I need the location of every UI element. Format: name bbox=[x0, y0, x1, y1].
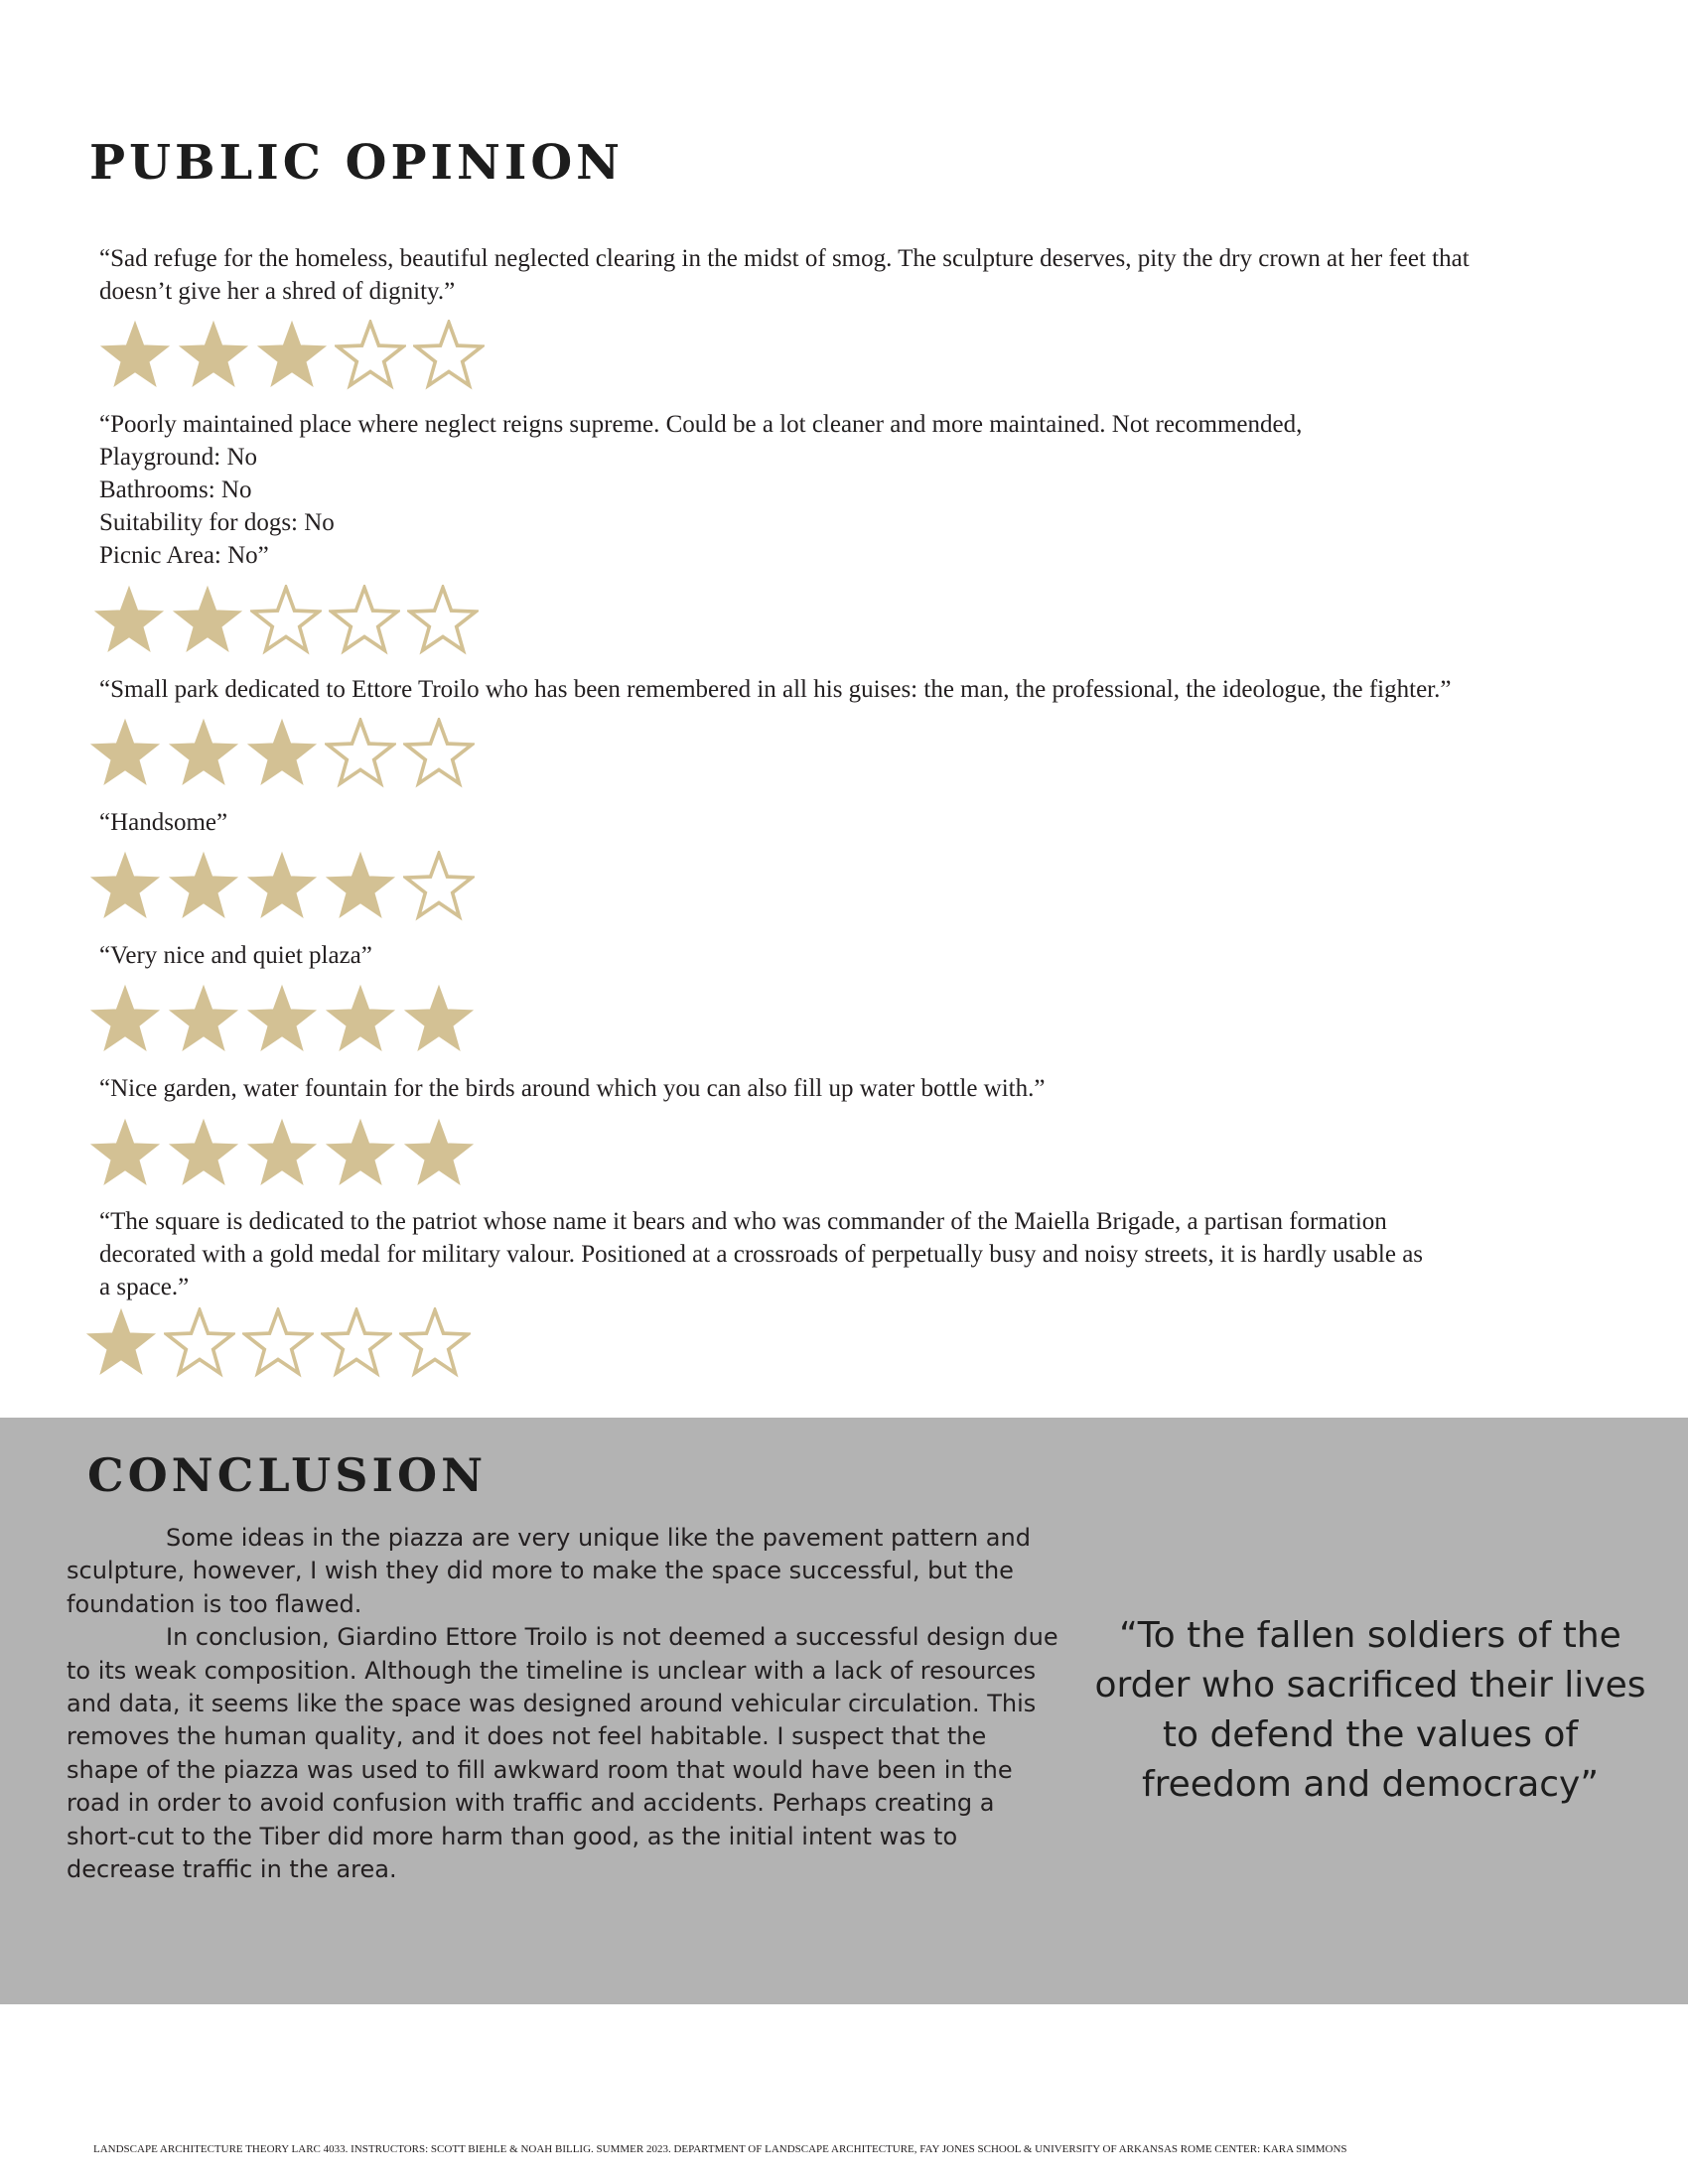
review-item bbox=[99, 1205, 1609, 1303]
star-outline-icon bbox=[325, 718, 396, 789]
star-filled-icon bbox=[246, 718, 318, 789]
star-rating bbox=[89, 984, 482, 1055]
review-item bbox=[99, 242, 1609, 308]
star-filled-icon bbox=[246, 984, 318, 1055]
review-item bbox=[99, 806, 1609, 839]
star-rating bbox=[93, 585, 486, 656]
star-outline-icon bbox=[413, 320, 485, 391]
star-rating bbox=[99, 320, 492, 391]
star-filled-icon bbox=[403, 1118, 475, 1189]
star-filled-icon bbox=[168, 1118, 239, 1189]
conclusion-paragraph: Some ideas in the piazza are very unique like the pavement pattern and sculpture, however, I wish they did more to make the space successful, but the foundation is too flawed. bbox=[67, 1524, 1031, 1618]
star-filled-icon bbox=[246, 851, 318, 922]
conclusion-panel bbox=[0, 1418, 1688, 2004]
review-quote: “Poorly maintained place where neglect reigns supreme. Could be a lot cleaner and more maintained. Not recommended, Playground: No Bathrooms: No Suitability for dogs: No Picnic Area: No” bbox=[99, 411, 1303, 569]
star-filled-icon bbox=[89, 984, 161, 1055]
review-quote: “Handsome” bbox=[99, 809, 228, 836]
star-outline-icon bbox=[403, 718, 475, 789]
star-filled-icon bbox=[168, 851, 239, 922]
star-filled-icon bbox=[99, 320, 171, 391]
star-rating bbox=[89, 1118, 482, 1189]
star-rating bbox=[89, 851, 482, 922]
star-outline-icon bbox=[403, 851, 475, 922]
star-filled-icon bbox=[325, 984, 396, 1055]
star-filled-icon bbox=[403, 984, 475, 1055]
star-filled-icon bbox=[168, 984, 239, 1055]
star-outline-icon bbox=[329, 585, 400, 656]
star-outline-icon bbox=[242, 1307, 314, 1379]
pull-quote: “To the fallen soldiers of the order who sacrificed their lives to defend the values of freedom and democracy” bbox=[1094, 1615, 1646, 1805]
star-rating bbox=[89, 718, 482, 789]
review-quote: “Sad refuge for the homeless, beautiful neglected clearing in the midst of smog. The sculpture deserves, pity the dry crown at her feet that doesn’t give her a shred of dignity.” bbox=[99, 245, 1470, 305]
star-filled-icon bbox=[89, 718, 161, 789]
review-quote: “Small park dedicated to Ettore Troilo who has been remembered in all his guises: the man, the professional, the ideologue, the fighter.” bbox=[99, 676, 1452, 703]
star-filled-icon bbox=[246, 1118, 318, 1189]
star-filled-icon bbox=[325, 851, 396, 922]
star-outline-icon bbox=[399, 1307, 471, 1379]
star-outline-icon bbox=[164, 1307, 235, 1379]
star-outline-icon bbox=[407, 585, 479, 656]
star-outline-icon bbox=[250, 585, 322, 656]
page-footer: LANDSCAPE ARCHITECTURE THEORY LARC 4033. INSTRUCTORS: SCOTT BIEHLE & NOAH BILLIG. SUMMER 2023. DEPARTMENT OF LANDSCAPE ARCHITECTURE, FAY JONES SCHOOL & UNIVERSITY OF ARKANSAS ROME CENTER: KARA SIMMONS bbox=[93, 2143, 1347, 2155]
conclusion-body bbox=[67, 1522, 1059, 1886]
star-filled-icon bbox=[89, 851, 161, 922]
review-item bbox=[99, 673, 1609, 706]
public-opinion-heading: PUBLIC OPINION bbox=[89, 135, 625, 191]
star-outline-icon bbox=[335, 320, 406, 391]
conclusion-heading: CONCLUSION bbox=[87, 1448, 488, 1502]
star-filled-icon bbox=[168, 718, 239, 789]
star-filled-icon bbox=[93, 585, 165, 656]
star-filled-icon bbox=[85, 1307, 157, 1379]
star-filled-icon bbox=[89, 1118, 161, 1189]
star-outline-icon bbox=[321, 1307, 392, 1379]
star-filled-icon bbox=[172, 585, 243, 656]
conclusion-paragraph: In conclusion, Giardino Ettore Troilo is not deemed a successful design due to its weak composition. Although the timeline is unclear with a lack of resources and data, it seems like the space was designed around vehicular circulation. This removes the human quality, and it does not feel habitable. I suspect that the shape of the piazza was used to fill awkward room that would have been in the road in order to avoid confusion with traffic and accidents. Perhaps creating a short-cut to the Tiber did more harm than good, as the initial intent was to decrease traffic in the area. bbox=[67, 1623, 1058, 1884]
star-filled-icon bbox=[325, 1118, 396, 1189]
review-quote: “Very nice and quiet plaza” bbox=[99, 942, 372, 969]
review-quote: “Nice garden, water fountain for the birds around which you can also fill up water bottle with.” bbox=[99, 1075, 1046, 1102]
review-quote: “The square is dedicated to the patriot whose name it bears and who was commander of the Maiella Brigade, a partisan formation decorated with a gold medal for military valour. Positioned at a crossroads of perpetually busy and noisy streets, it is hardly usable as a space.” bbox=[99, 1208, 1424, 1300]
star-rating bbox=[85, 1307, 478, 1379]
star-filled-icon bbox=[178, 320, 249, 391]
star-filled-icon bbox=[256, 320, 328, 391]
review-item bbox=[99, 1072, 1609, 1105]
review-item bbox=[99, 408, 1609, 572]
review-item bbox=[99, 939, 1609, 972]
